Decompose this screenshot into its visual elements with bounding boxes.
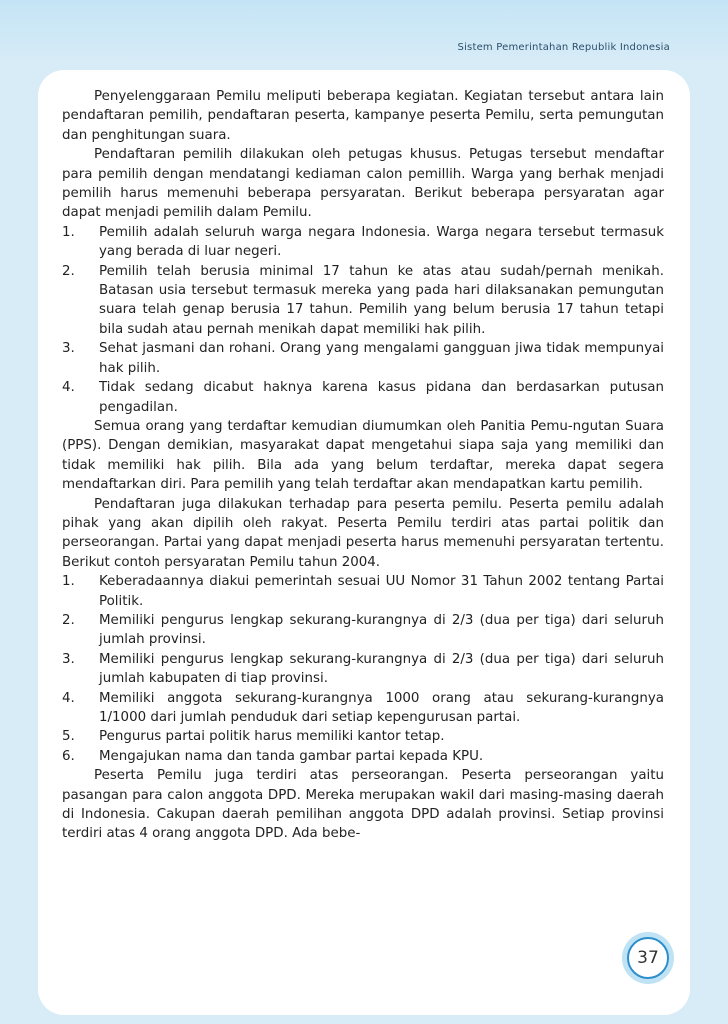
list-number: 1.	[62, 224, 75, 240]
list-text: Tidak sedang dicabut haknya karena kasus pidana dan berdasarkan putusan pengadilan.	[99, 380, 664, 415]
list-item	[62, 572, 664, 611]
voter-requirements-list	[62, 223, 664, 417]
page-content	[62, 87, 664, 844]
list-text: Pengurus partai politik harus memiliki kantor tetap.	[99, 729, 445, 745]
list-number: 5.	[62, 729, 75, 745]
list-item	[62, 611, 664, 650]
list-number: 6.	[62, 748, 75, 764]
list-item	[62, 262, 664, 340]
page-number: 37	[627, 937, 669, 979]
list-text: Keberadaannya diakui pemerintah sesuai UU Nomor 31 Tahun 2002 tentang Partai Politik.	[99, 574, 664, 609]
list-number: 4.	[62, 380, 75, 396]
list-number: 3.	[62, 651, 75, 667]
party-requirements-list	[62, 572, 664, 766]
list-text: Memiliki anggota sekurang-kurangnya 1000 orang atau sekurang-kurangnya 1/1000 dari jumlah penduduk dari setiap kepengurusan partai.	[99, 690, 664, 725]
paragraph: Penyelenggaraan Pemilu meliputi beberapa kegiatan. Kegiatan tersebut antara lain pendaftaran pemilih, pendaftaran peserta, kampanye peserta Pemilu, serta pemungutan dan penghitungan suara.	[62, 89, 664, 143]
list-text: Memiliki pengurus lengkap sekurang-kurangnya di 2/3 (dua per tiga) dari seluruh jumlah kabupaten di tiap provinsi.	[99, 651, 664, 687]
list-item	[62, 747, 664, 766]
paragraph: Pendaftaran pemilih dilakukan oleh petugas khusus. Petugas tersebut mendaftar para pemilih dengan mendatangi kediaman calon pemillih. Warga yang berhak menjadi pemilih harus memenuhi beberapa persyaratan. Berikut beberapa persyaratan agar dapat menjadi pemilih dalam Pemilu.	[62, 147, 664, 221]
page-number-badge	[622, 932, 674, 984]
list-item	[62, 339, 664, 378]
running-header: Sistem Pemerintahan Republik Indonesia	[457, 42, 670, 53]
list-text: Pemilih adalah seluruh warga negara Indonesia. Warga negara tersebut termasuk yang berada di luar negeri.	[99, 224, 664, 260]
list-item	[62, 223, 664, 262]
list-text: Pemilih telah berusia minimal 17 tahun ke atas atau sudah/pernah menikah. Batasan usia tersebut termasuk mereka yang pada hari dilaksanakan pemungutan suara telah genap berusia 17 tahun. Pemilih yang belum berusia 17 tahun tetapi bila sudah atau pernah menikah dapat memiliki hak pilih.	[99, 263, 664, 337]
list-item	[62, 378, 664, 417]
list-text: Sehat jasmani dan rohani. Orang yang mengalami gangguan jiwa tidak mempunyai hak pilih.	[99, 341, 664, 376]
list-number: 4.	[62, 690, 75, 706]
list-text: Memiliki pengurus lengkap sekurang-kurangnya di 2/3 (dua per tiga) dari seluruh jumlah provinsi.	[99, 612, 664, 648]
list-item	[62, 727, 664, 746]
list-number: 2.	[62, 612, 75, 628]
paragraph: Peserta Pemilu juga terdiri atas perseorangan. Peserta perseorangan yaitu pasangan para calon anggota DPD. Mereka merupakan wakil dari masing-masing daerah di Indonesia. Cakupan daerah pemilihan anggota DPD adalah provinsi. Setiap provinsi terdiri atas 4 orang anggota DPD. Ada bebe-	[62, 768, 664, 842]
list-number: 2.	[62, 263, 75, 279]
paragraph: Pendaftaran juga dilakukan terhadap para peserta pemilu. Peserta pemilu adalah pihak yang akan dipilih oleh rakyat. Peserta Pemilu terdiri atas partai politik dan perseorangan. Partai yang dapat menjadi peserta harus memenuhi persyaratan tertentu. Berikut contoh persyaratan Pemilu tahun 2004.	[62, 496, 664, 570]
list-number: 1.	[62, 574, 75, 590]
list-item	[62, 689, 664, 728]
header-band	[0, 0, 728, 66]
list-item	[62, 650, 664, 689]
paragraph: Semua orang yang terdaftar kemudian diumumkan oleh Panitia Pemu-ngutan Suara (PPS). Dengan demikian, masyarakat dapat mengetahui siapa saja yang memiliki dan tidak memiliki hak pilih. Bila ada yang belum terdaftar, mereka dapat segera mendaftarkan diri. Para pemilih yang telah terdaftar akan mendapatkan kartu pemilih.	[62, 418, 664, 493]
list-number: 3.	[62, 341, 75, 357]
list-text: Mengajukan nama dan tanda gambar partai kepada KPU.	[99, 748, 484, 764]
